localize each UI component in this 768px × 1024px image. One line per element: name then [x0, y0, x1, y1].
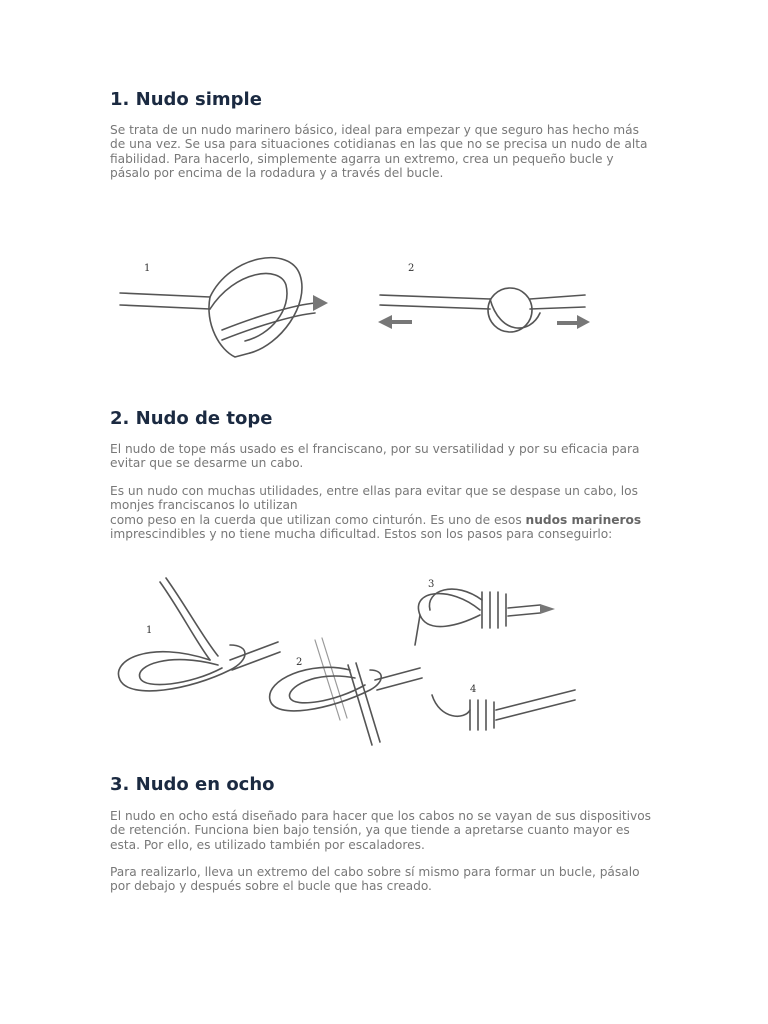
paragraph-line: Es un nudo con muchas utilidades, entre ellas para evitar que se despase un cabo, los monjes franciscanos lo utilizan — [110, 484, 638, 513]
step-number: 3 — [428, 579, 435, 590]
section-paragraph: Para realizarlo, lleva un extremo del cabo sobre sí mismo para formar un bucle, pásalo por debajo y después sobre el bucle que has creado. — [110, 865, 640, 894]
section-paragraph: El nudo de tope más usado es el franciscano, por su versatilidad y por su eficacia para evitar que se desarme un cabo. — [110, 442, 640, 471]
section-paragraph: Se trata de un nudo marinero básico, ideal para empezar y que seguro has hecho más de una vez. Se usa para situaciones cotidianas en las que no se precisa un nudo de alta fiabilidad. Para hacerlo, simplemente agarra un extremo, crea un pequeño bucle y pásalo por encima de la rodadura y a través del bucle. — [110, 123, 648, 181]
section-heading-nudo-simple: 1. Nudo simple — [110, 89, 262, 110]
step-number: 4 — [470, 684, 477, 695]
section-paragraph — [110, 484, 655, 542]
section-heading-nudo-en-ocho: 3. Nudo en ocho — [110, 774, 275, 795]
bold-term: nudos marineros — [525, 512, 642, 527]
section-heading-nudo-de-tope: 2. Nudo de tope — [110, 408, 273, 429]
step-number: 1 — [144, 263, 151, 274]
section-paragraph: El nudo en ocho está diseñado para hacer que los cabos no se vayan de sus dispositivos de retención. Funciona bien bajo tensión, ya que tiende a apretarse cuanto mayor es esta. Por ello, es utilizado también por escaladores. — [110, 809, 652, 852]
step-number: 1 — [146, 625, 153, 636]
step-number: 2 — [408, 263, 415, 274]
step-number: 2 — [296, 657, 303, 668]
figure-nudo-simple — [110, 235, 610, 370]
paragraph-text: imprescindibles y no tiene mucha dificultad. Estos son los pasos para conseguirlo: — [110, 527, 613, 542]
figure-nudo-de-tope — [110, 570, 590, 755]
paragraph-text: como peso en la cuerda que utilizan como cinturón. Es uno de esos — [110, 512, 526, 527]
